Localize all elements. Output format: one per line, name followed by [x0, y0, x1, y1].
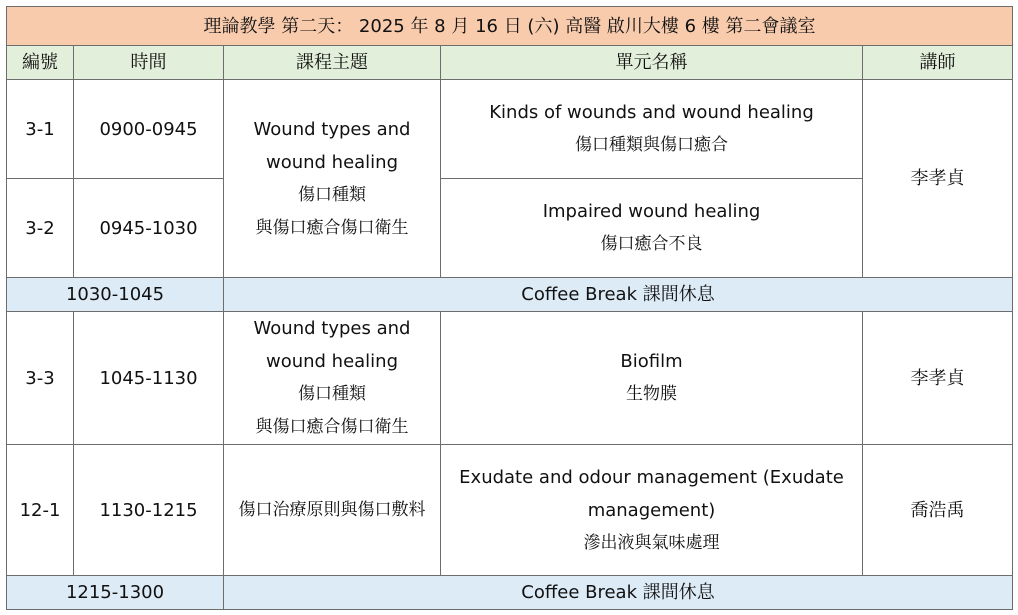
session-no: 3-3 [7, 312, 74, 445]
session-no: 3-2 [7, 179, 74, 278]
header-no: 編號 [7, 46, 74, 80]
unit-line: management) [587, 499, 716, 521]
header-topic: 課程主題 [224, 46, 441, 80]
lecturer-cell: 喬浩禹 [863, 445, 1013, 576]
topic-line: wound healing [265, 351, 399, 372]
unit-cell [441, 179, 863, 278]
unit-cell [441, 445, 863, 576]
break-label: Coffee Break 課間休息 [224, 278, 1013, 312]
break-time: 1030-1045 [7, 278, 224, 312]
table-row [7, 80, 1013, 179]
session-time: 1045-1130 [74, 312, 224, 445]
table-row [7, 312, 1013, 445]
topic-cell [224, 445, 441, 576]
topic-line: 傷口種類 [298, 184, 366, 205]
lecturer-cell: 李孝貞 [863, 312, 1013, 445]
title-row [7, 7, 1013, 46]
topic-line: Wound types and [253, 118, 411, 140]
header-time: 時間 [74, 46, 224, 80]
unit-line: 傷口種類與傷口癒合 [575, 135, 728, 155]
unit-line: Kinds of wounds and wound healing [489, 102, 814, 123]
table-row [7, 179, 1013, 278]
unit-line: Exudate and odour management (Exudate [459, 466, 844, 488]
session-time: 0945-1030 [74, 179, 224, 278]
topic-line: 與傷口癒合傷口衛生 [255, 417, 409, 437]
session-time: 0900-0945 [74, 80, 224, 179]
unit-cell [441, 80, 863, 179]
break-row [7, 278, 1013, 312]
schedule-title: 理論教學 第二天： 2025 年 8 月 16 日 (六) 高醫 啟川大樓 6 樓 第二會議室 [7, 7, 1013, 46]
topic-cell [224, 312, 441, 445]
break-time: 1215-1300 [7, 576, 224, 610]
break-label: Coffee Break 課間休息 [224, 576, 1013, 610]
topic-line: wound healing [265, 151, 399, 173]
header-lecturer: 講師 [863, 46, 1013, 80]
topic-cell [224, 80, 441, 278]
session-time: 1130-1215 [74, 445, 224, 576]
topic-line: 與傷口癒合傷口衛生 [255, 217, 409, 238]
lecturer-cell: 李孝貞 [863, 80, 1013, 278]
break-row [7, 576, 1013, 610]
unit-line: Impaired wound healing [542, 201, 761, 222]
topic-line: 傷口治療原則與傷口敷料 [238, 499, 426, 520]
unit-line: 滲出液與氣味處理 [583, 532, 720, 553]
unit-line: Biofilm [620, 351, 683, 372]
unit-line: 生物膜 [626, 384, 677, 404]
topic-line: 傷口種類 [298, 384, 366, 404]
header-row [7, 46, 1013, 80]
unit-cell [441, 312, 863, 445]
session-no: 12-1 [7, 445, 74, 576]
unit-line: 傷口癒合不良 [600, 234, 703, 254]
table-row [7, 445, 1013, 576]
header-unit: 單元名稱 [441, 46, 863, 80]
session-no: 3-1 [7, 80, 74, 179]
topic-line: Wound types and [253, 318, 411, 339]
schedule-table [6, 6, 1013, 610]
